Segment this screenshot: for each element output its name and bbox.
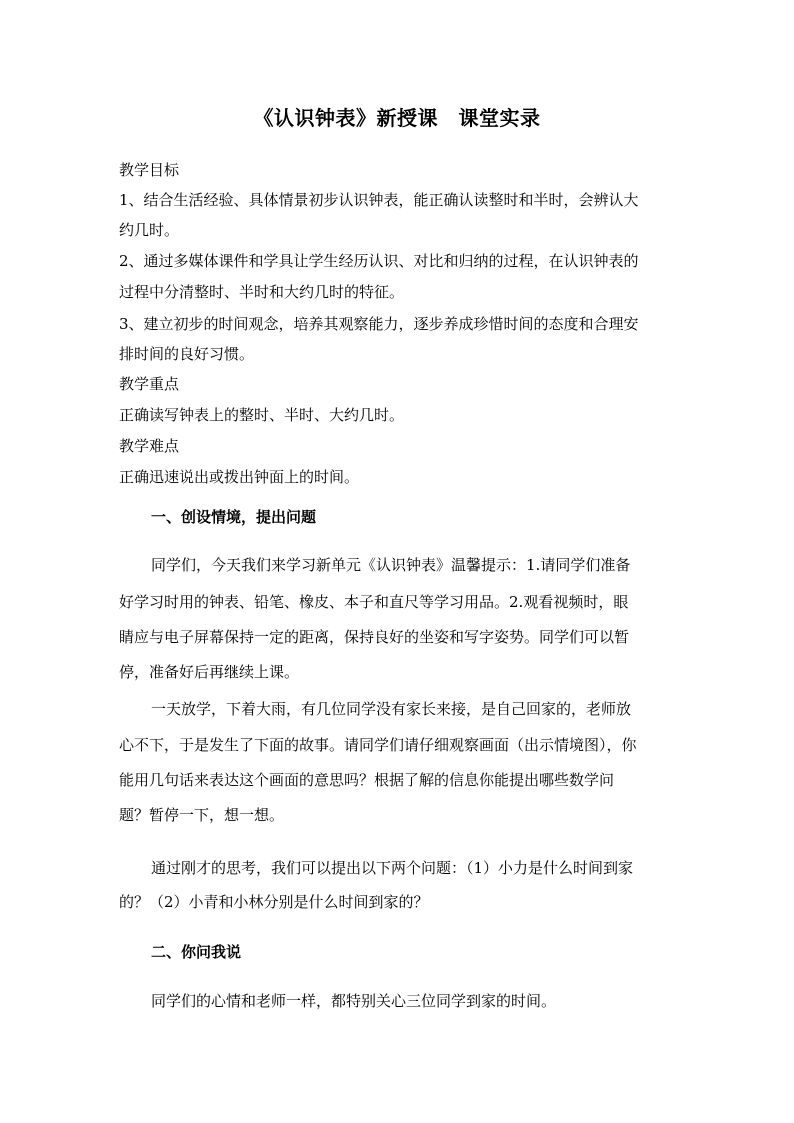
section-1-heading: 一、创设情境，提出问题: [151, 508, 317, 526]
difficulty-text: 正确迅速说出或拨出钟面上的时间。: [119, 468, 360, 486]
para-1-line-4: 停，准备好后再继续上课。: [119, 663, 300, 681]
para-2-line-3: 能用几句话来表达这个画面的意思吗？根据了解的信息你能提出哪些数学问: [119, 771, 615, 789]
key-label: 教学重点: [119, 375, 180, 393]
para-4: 同学们的心情和老师一样，都特别关心三位同学到家的时间。: [151, 992, 557, 1010]
para-1-line-3: 睛应与电子屏幕保持一定的距离，保持良好的坐姿和写字姿势。同学们可以暂: [119, 628, 630, 646]
goal-2-line-1: 2、通过多媒体课件和学具让学生经历认识、对比和归纳的过程，在认识钟表的: [119, 252, 639, 270]
goals-label: 教学目标: [119, 161, 180, 179]
para-1-line-1: 同学们，今天我们来学习新单元《认识钟表》温馨提示：1.请同学们准备: [151, 556, 631, 574]
goal-2-line-2: 过程中分清整时、半时和大约几时的特征。: [119, 283, 405, 301]
document-title: 《认识钟表》新授课 课堂实录: [253, 106, 541, 130]
goal-1-line-2: 约几时。: [119, 221, 180, 239]
key-text: 正确读写钟表上的整时、半时、大约几时。: [119, 406, 405, 424]
difficulty-label: 教学难点: [119, 437, 180, 455]
para-2-line-1: 一天放学，下着大雨，有几位同学没有家长来接，是自己回家的，老师放: [151, 700, 632, 718]
goal-3-line-2: 排时间的良好习惯。: [119, 345, 255, 363]
para-2-line-4: 题？暂停一下，想一想。: [119, 806, 285, 824]
para-3-line-1: 通过刚才的思考，我们可以提出以下两个问题：（1）小力是什么时间到家: [151, 859, 634, 877]
para-2-line-2: 心不下，于是发生了下面的故事。请同学们请仔细观察画面（出示情境图），你: [119, 736, 637, 754]
para-1-line-2: 好学习时用的钟表、铅笔、橡皮、本子和直尺等学习用品。2.观看视频时，眼: [119, 593, 629, 611]
para-3-line-2: 的？（2）小青和小林分别是什么时间到家的？: [119, 893, 429, 911]
goal-1-line-1: 1、结合生活经验、具体情景初步认识钟表，能正确认读整时和半时，会辨认大: [119, 191, 639, 209]
section-2-heading: 二、你问我说: [151, 943, 242, 961]
goal-3-line-1: 3、建立初步的时间观念，培养其观察能力，逐步养成珍惜时间的态度和合理安: [119, 315, 639, 333]
